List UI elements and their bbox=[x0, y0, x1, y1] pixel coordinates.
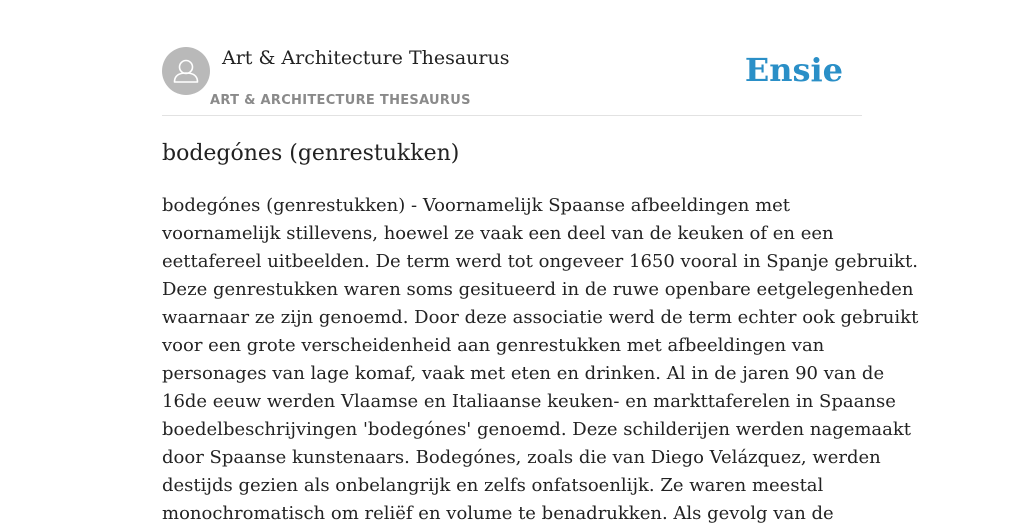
ensie-logo[interactable]: Ensie bbox=[744, 51, 843, 89]
body-line: personages van lage komaf, vaak met eten en drinken. Al in de jaren 90 van de bbox=[162, 363, 885, 384]
body-line: boedelbeschrijvingen 'bodegónes' genoemd. Deze schilderijen werden nagemaakt bbox=[162, 419, 912, 440]
user-icon bbox=[162, 47, 210, 95]
body-line: destijds gezien als onbelangrijk en zelfs onfatsoenlijk. Ze waren meestal bbox=[162, 475, 824, 496]
header bbox=[162, 0, 862, 116]
avatar[interactable] bbox=[162, 47, 210, 95]
body-line: bodegónes (genrestukken) - Voornamelijk Spaanse afbeeldingen met bbox=[162, 195, 791, 216]
body-line: Deze genrestukken waren soms gesitueerd in de ruwe openbare eetgelegenheden bbox=[162, 279, 914, 300]
body-line: waarnaar ze zijn genoemd. Door deze associatie werd de term echter ook gebruikt bbox=[162, 307, 919, 328]
body-line: 16de eeuw werden Vlaamse en Italiaanse keuken- en markttaferelen in Spaanse bbox=[162, 391, 896, 412]
body-line: monochromatisch om reliëf en volume te benadrukken. Als gevolg van de bbox=[162, 503, 834, 524]
page-title: bodegónes (genrestukken) bbox=[162, 141, 460, 166]
author-name[interactable]: Art & Architecture Thesaurus bbox=[222, 47, 510, 69]
body-line: eettafereel uitbeelden. De term werd tot ongeveer 1650 vooral in Spanje gebruikt. bbox=[162, 251, 918, 272]
author-subtitle[interactable]: ART & ARCHITECTURE THESAURUS bbox=[210, 93, 471, 108]
article-body bbox=[162, 192, 919, 528]
body-line: voor een grote verscheidenheid aan genrestukken met afbeeldingen van bbox=[162, 335, 825, 356]
body-line: door Spaanse kunstenaars. Bodegónes, zoals die van Diego Velázquez, werden bbox=[162, 447, 881, 468]
body-line: voornamelijk stillevens, hoewel ze vaak een deel van de keuken of en een bbox=[162, 223, 834, 244]
